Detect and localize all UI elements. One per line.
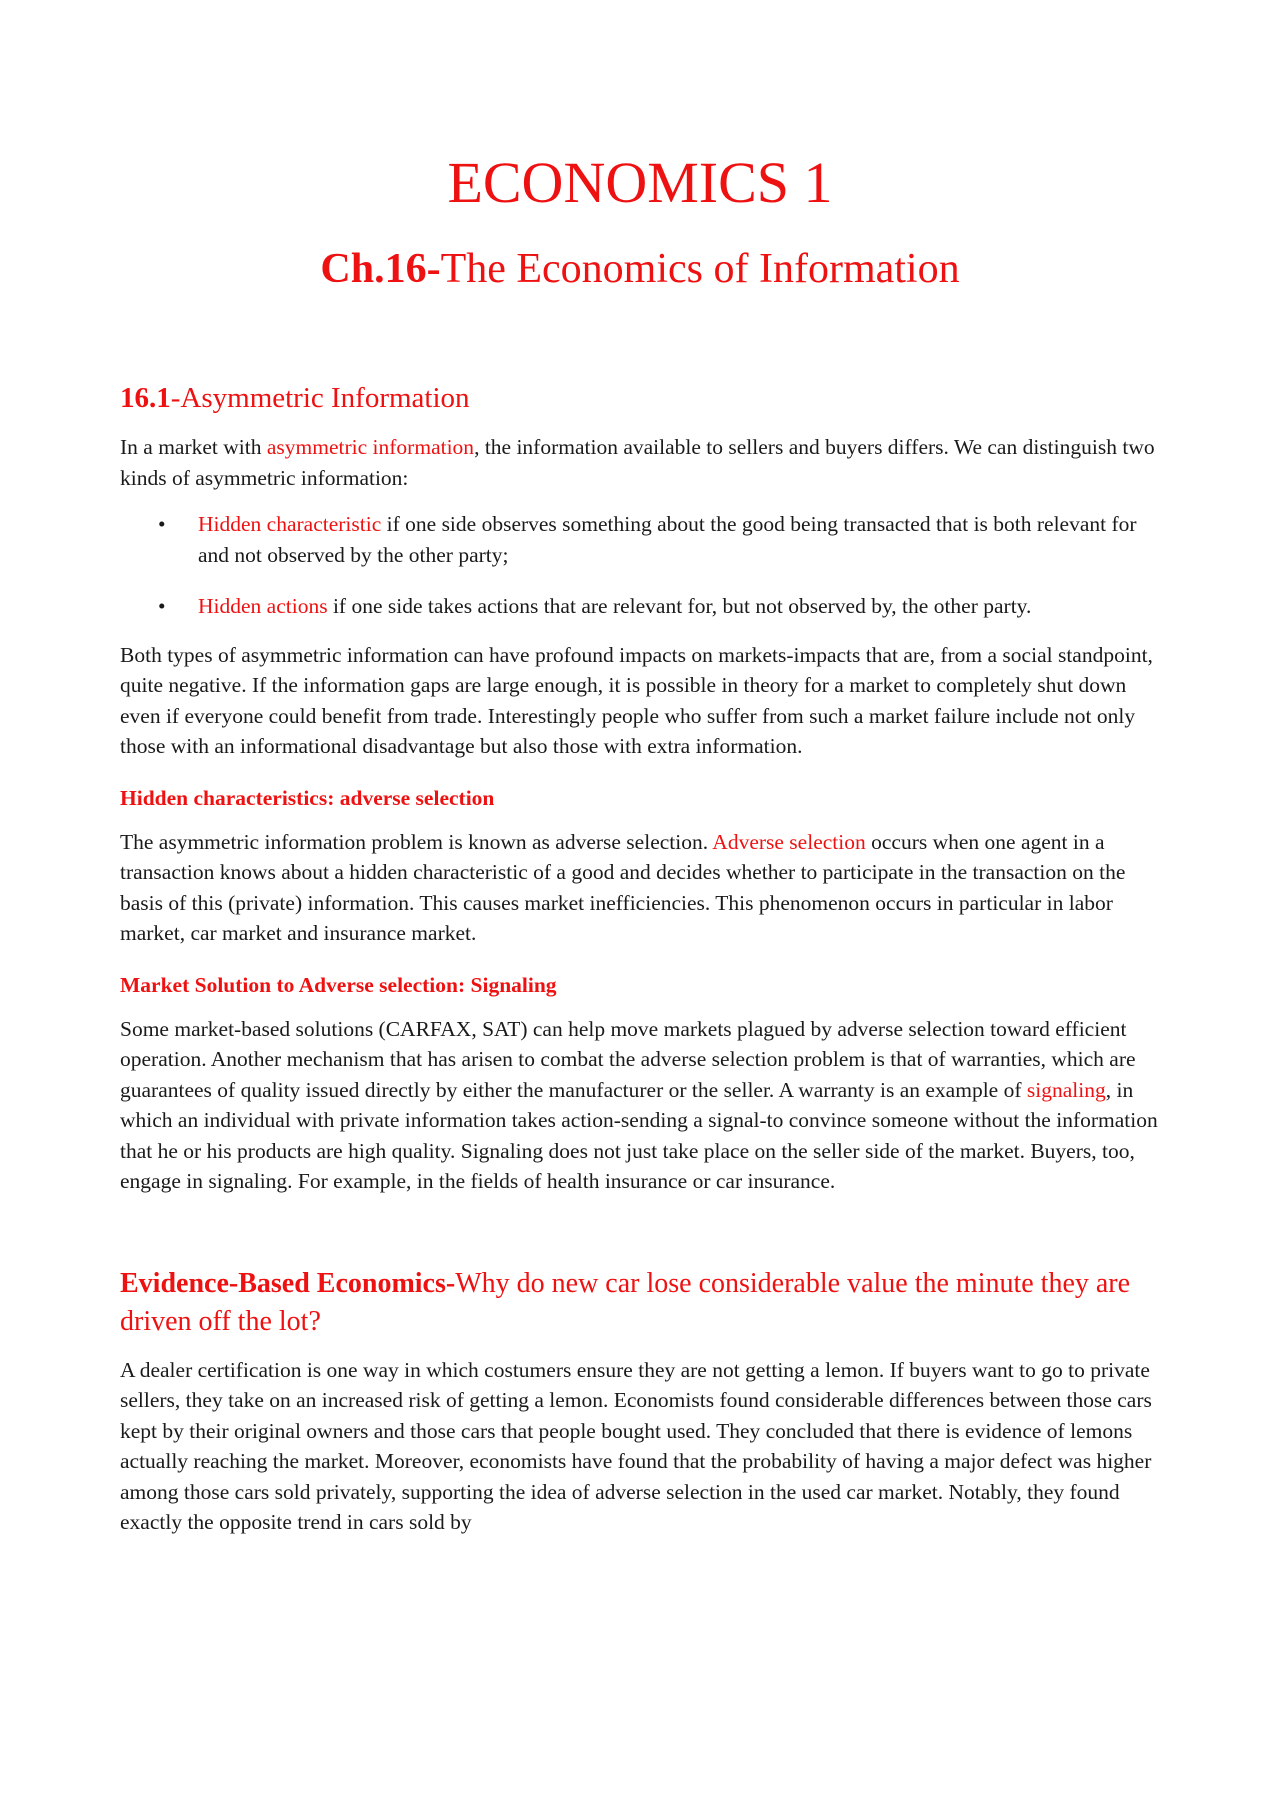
adverse-text-before: The asymmetric information problem is known as adverse selection. bbox=[120, 829, 713, 854]
evidence-heading-question: Why do new car lose considerable value the minute they are driven off the lot? bbox=[120, 1267, 1131, 1337]
chapter-name: The Economics of Information bbox=[440, 246, 960, 292]
term-signaling: signaling bbox=[1026, 1077, 1106, 1102]
evidence-heading-bold: Evidence-Based Economics- bbox=[120, 1267, 456, 1299]
signaling-heading: Market Solution to Adverse selection: Signaling bbox=[120, 972, 557, 997]
bullet-marker: • bbox=[158, 512, 166, 536]
chapter-title bbox=[120, 242, 1160, 296]
signaling-text-after: , in which an individual with private information takes action-sending a signal-to convince someone without the information that he or his products are high quality. Signaling does not just take place on the seller side of the market. Buyers, too, engage in signaling. For example, in the fields of health insurance or car insurance. bbox=[120, 1077, 1158, 1193]
intro-text-before: In a market with bbox=[120, 435, 267, 459]
list-item-text: if one side observes something about the good being transacted that is both relevant for and not observed by the other party; bbox=[198, 512, 1137, 567]
term-adverse-selection: Adverse selection bbox=[712, 829, 866, 854]
list-item-text: if one side takes actions that are relevant for, but not observed by, the other party. bbox=[327, 594, 1032, 618]
signaling-paragraph bbox=[120, 1014, 1160, 1197]
adverse-selection-paragraph bbox=[120, 827, 1160, 949]
adverse-selection-heading: Hidden characteristics: adverse selection bbox=[120, 785, 495, 810]
bullet-list bbox=[120, 509, 1160, 622]
list-item bbox=[120, 591, 1160, 622]
intro-text-after: , the information available to sellers and buyers differs. We can distinguish two kinds of asymmetric information: bbox=[120, 435, 1155, 490]
list-item bbox=[120, 509, 1160, 570]
intro-paragraph bbox=[120, 432, 1160, 493]
section-heading bbox=[120, 378, 1160, 418]
term-hidden-actions: Hidden actions bbox=[198, 594, 328, 618]
term-asymmetric-information: asymmetric information bbox=[266, 435, 475, 459]
impacts-paragraph: Both types of asymmetric information can have profound impacts on markets-impacts that are, from a social standpoint, quite negative. If the information gaps are large enough, it is possible in theory for a market to completely shut down even if everyone could benefit from trade. Interestingly people who suffer from such a market failure include not only those with an informational disadvantage but also those with extra information. bbox=[120, 642, 1153, 758]
section-title: -Asymmetric Information bbox=[170, 382, 470, 414]
document-title: ECONOMICS 1 bbox=[447, 150, 833, 215]
section-number: 16.1 bbox=[120, 382, 171, 414]
evidence-based-heading bbox=[120, 1265, 1160, 1341]
adverse-text-after: occurs when one agent in a transaction knows about a hidden characteristic of a good and decides whether to participate in the transaction on the basis of this (private) information. This causes market inefficiencies. This phenomenon occurs in particular in labor market, car market and insurance market. bbox=[120, 829, 1126, 945]
signaling-text-before: Some market-based solutions (CARFAX, SAT) can help move markets plagued by adverse selection toward efficient operation. Another mechanism that has arisen to combat the adverse selection problem is that of warranties, which are guarantees of quality issued directly by either the manufacturer or the seller. A warranty is an example of bbox=[120, 1016, 1136, 1102]
evidence-paragraph: A dealer certification is one way in which costumers ensure they are not getting a lemon. If buyers want to go to private sellers, they take on an increased risk of getting a lemon. Economists found considerable differences between those cars kept by their original owners and those cars that people bought used. They concluded that there is evidence of lemons actually reaching the market. Moreover, economists have found that the probability of having a major defect was higher among those cars sold privately, supporting the idea of adverse selection in the used car market. Notably, they found exactly the opposite trend in cars sold by bbox=[120, 1357, 1152, 1534]
chapter-number: Ch.16- bbox=[320, 246, 441, 292]
bullet-marker: • bbox=[158, 594, 166, 618]
term-hidden-characteristic: Hidden characteristic bbox=[198, 512, 382, 536]
